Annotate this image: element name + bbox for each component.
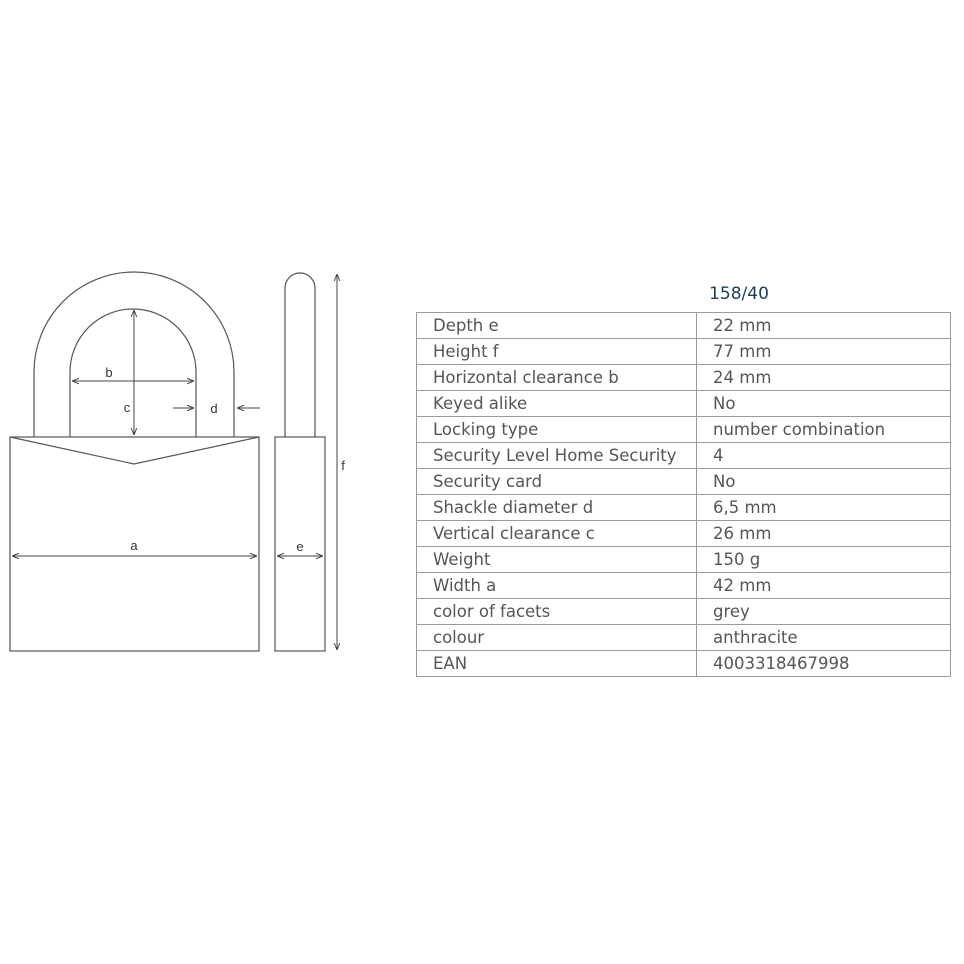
spec-label: Height f (417, 339, 697, 365)
spec-value: anthracite (697, 625, 951, 651)
spec-label: Locking type (417, 417, 697, 443)
spec-label: Security card (417, 469, 697, 495)
spec-label: colour (417, 625, 697, 651)
spec-value: 6,5 mm (697, 495, 951, 521)
spec-table (416, 312, 951, 677)
spec-label: Weight (417, 547, 697, 573)
spec-label: color of facets (417, 599, 697, 625)
spec-value: 150 g (697, 547, 951, 573)
spec-label: Shackle diameter d (417, 495, 697, 521)
spec-value: No (697, 469, 951, 495)
dimension-c-label: c (123, 400, 131, 415)
table-row (417, 521, 951, 547)
table-row (417, 547, 951, 573)
table-row (417, 625, 951, 651)
model-title: 158/40 (709, 284, 769, 304)
table-row (417, 313, 951, 339)
dimension-e-label: e (296, 539, 304, 554)
shackle-inner (70, 309, 196, 437)
spec-label: Horizontal clearance b (417, 365, 697, 391)
table-row (417, 599, 951, 625)
spec-value: grey (697, 599, 951, 625)
dimension-d-label: d (210, 401, 218, 416)
spec-label: Vertical clearance c (417, 521, 697, 547)
spec-value: 26 mm (697, 521, 951, 547)
spec-value: number combination (697, 417, 951, 443)
dimension-lines (12, 274, 337, 650)
table-row (417, 417, 951, 443)
spec-label: Width a (417, 573, 697, 599)
spec-label: Depth e (417, 313, 697, 339)
table-row (417, 443, 951, 469)
padlock-side-view (275, 273, 325, 651)
spec-label: Keyed alike (417, 391, 697, 417)
dimension-b-label: b (105, 365, 113, 380)
spec-value: 42 mm (697, 573, 951, 599)
table-row (417, 469, 951, 495)
table-row (417, 365, 951, 391)
dimension-a-label: a (130, 538, 138, 553)
spec-value: 77 mm (697, 339, 951, 365)
spec-label: EAN (417, 651, 697, 677)
table-row (417, 573, 951, 599)
table-row (417, 391, 951, 417)
table-row (417, 339, 951, 365)
body-facet-line (10, 437, 259, 464)
dimension-f-label: f (341, 458, 345, 473)
spec-value: 4003318467998 (697, 651, 951, 677)
shackle-side (285, 273, 315, 437)
spec-value: No (697, 391, 951, 417)
table-row (417, 651, 951, 677)
spec-label: Security Level Home Security (417, 443, 697, 469)
spec-value: 22 mm (697, 313, 951, 339)
spec-value: 4 (697, 443, 951, 469)
spec-value: 24 mm (697, 365, 951, 391)
table-row (417, 495, 951, 521)
